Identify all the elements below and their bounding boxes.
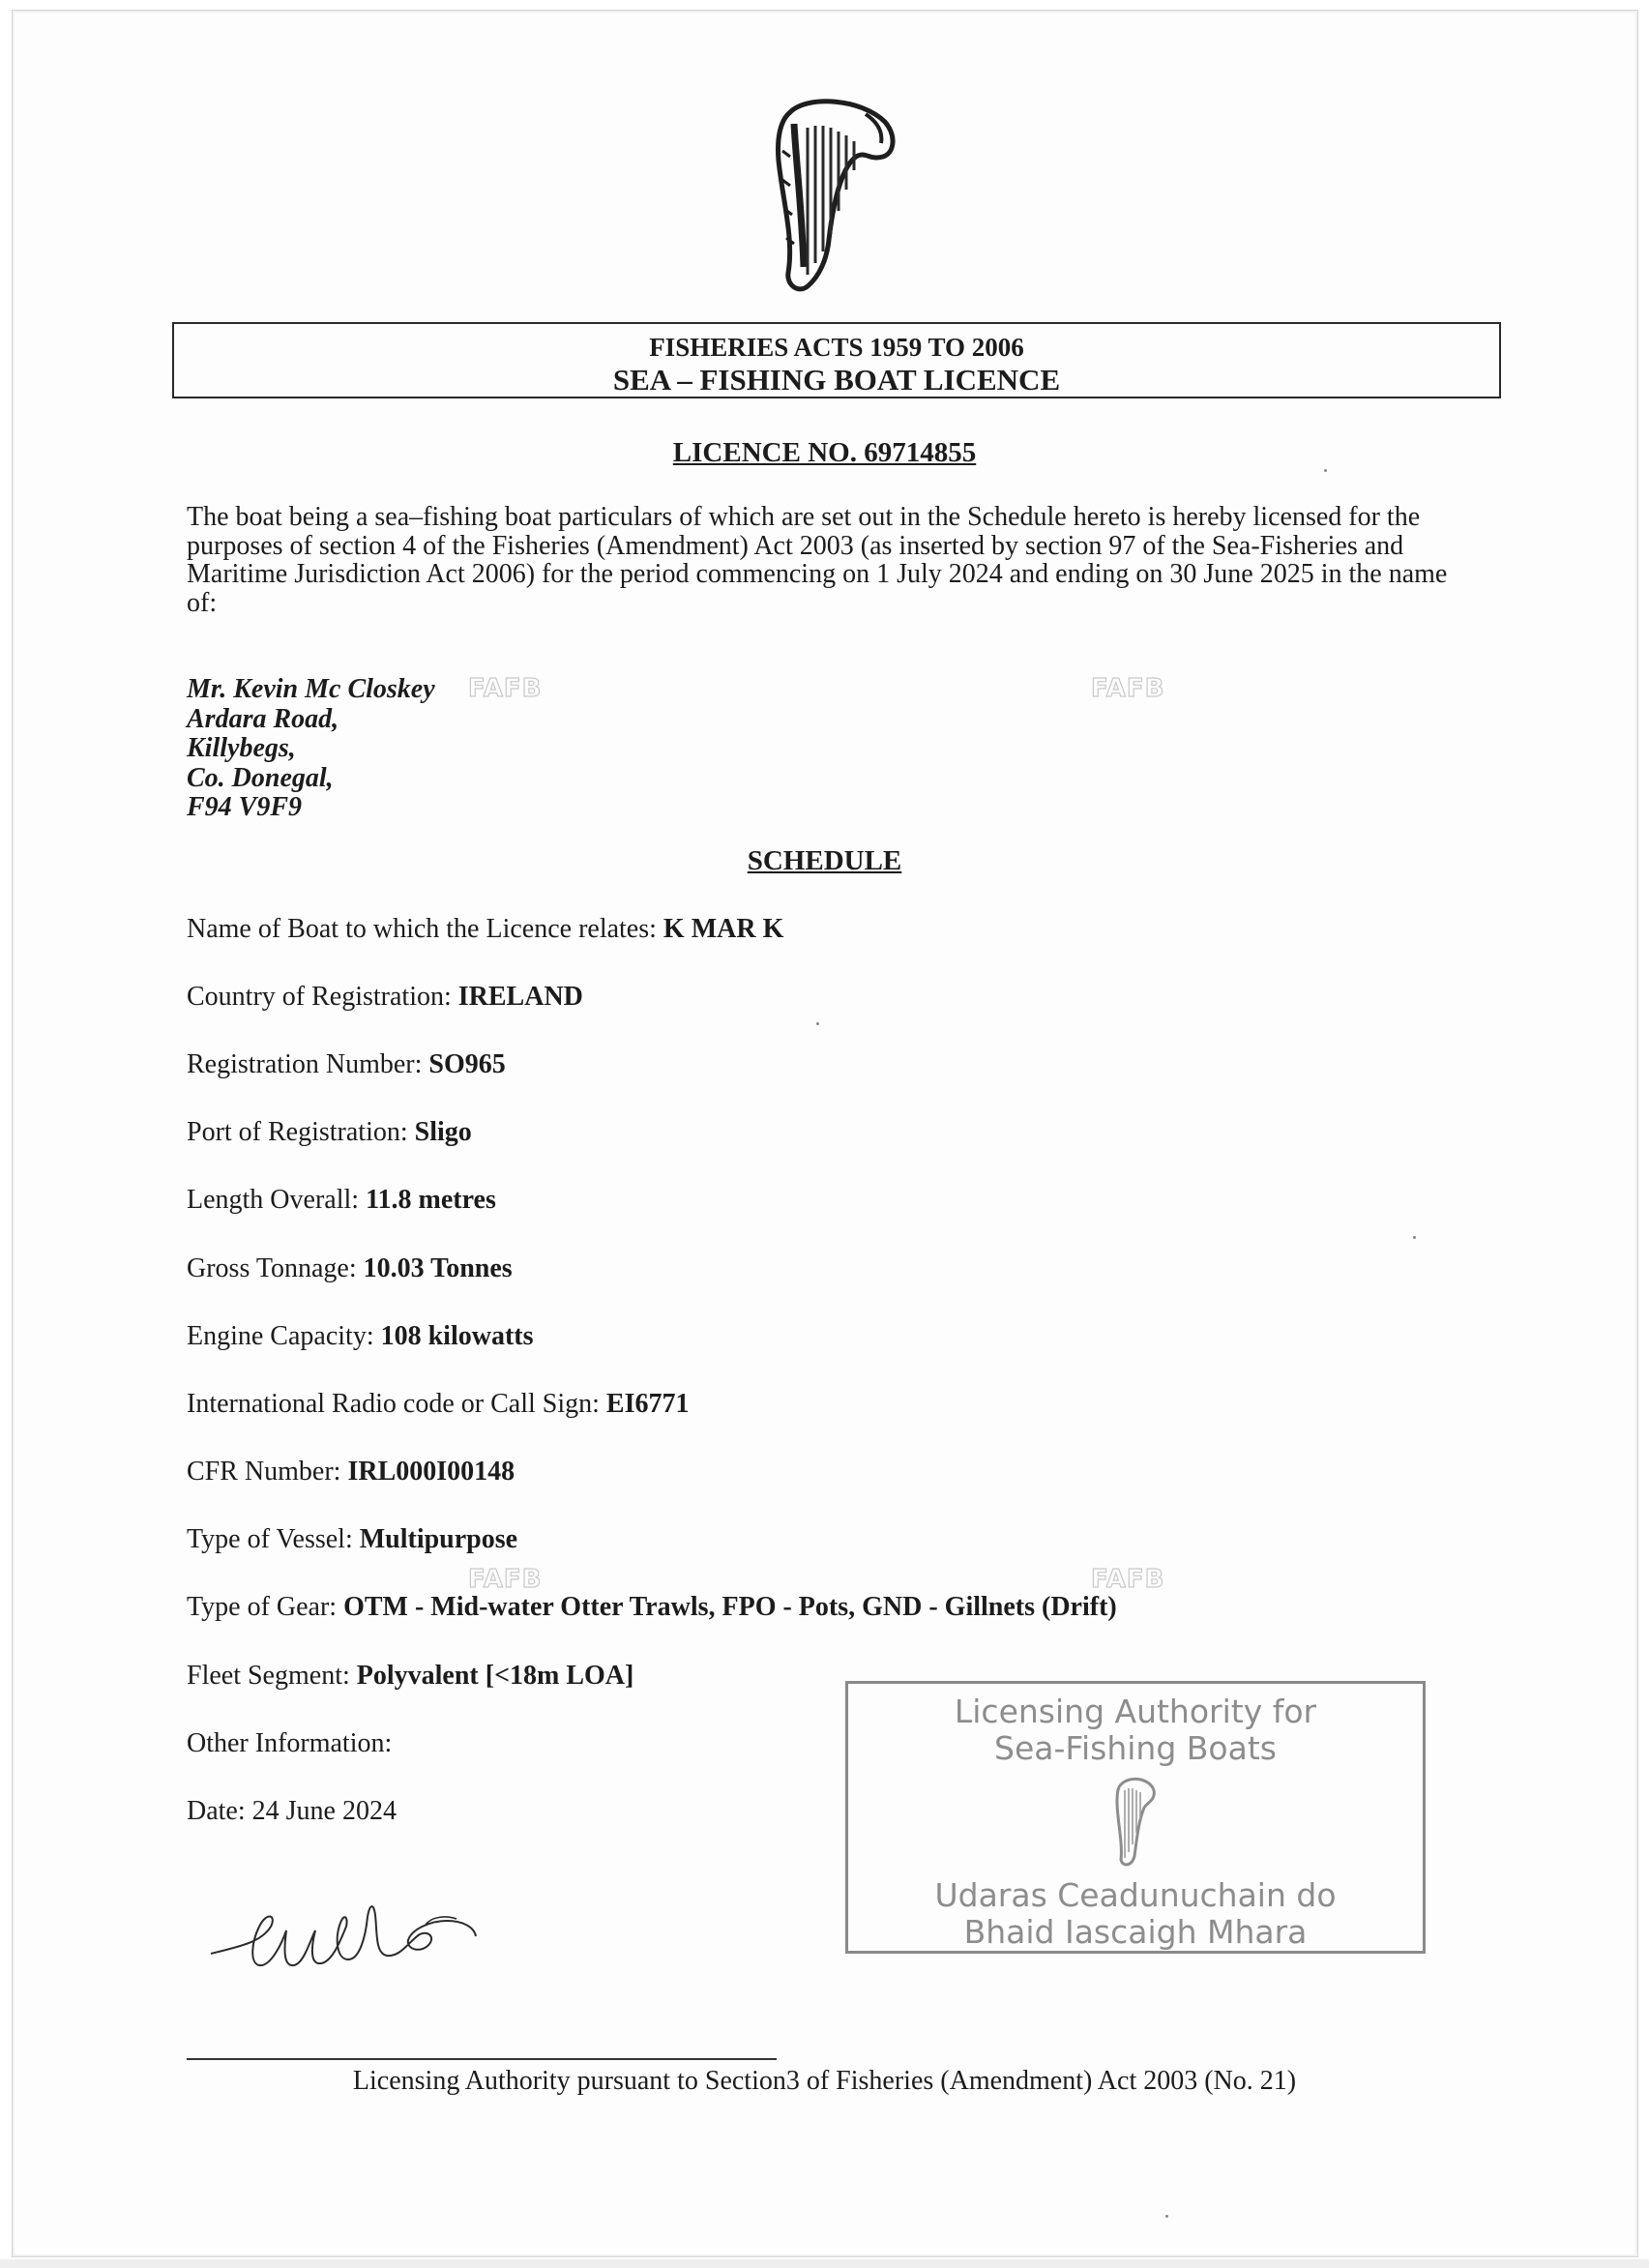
- field-call-sign: [187, 1389, 689, 1420]
- field-registration-number: [187, 1049, 506, 1080]
- scan-speck: [816, 1022, 819, 1025]
- field-label: Date: 24 June 2024: [187, 1796, 397, 1826]
- licensee-name: Mr. Kevin Mc Closkey: [187, 674, 435, 704]
- field-value: 108 kilowatts: [380, 1321, 534, 1351]
- field-country: [187, 982, 583, 1013]
- watermark: FAFB: [468, 1565, 543, 1594]
- field-label: CFR Number:: [187, 1457, 348, 1487]
- field-label: Registration Number:: [187, 1049, 429, 1079]
- scan-speck: [1324, 469, 1327, 472]
- field-label: Type of Vessel:: [187, 1524, 360, 1554]
- licensee-address: [187, 675, 435, 823]
- signature-scribble: [203, 1888, 522, 1994]
- field-label: Engine Capacity:: [187, 1321, 381, 1351]
- watermark: FAFB: [1091, 674, 1165, 703]
- field-label: Gross Tonnage:: [187, 1253, 364, 1283]
- field-label: Other Information:: [187, 1728, 393, 1758]
- field-value: Polyvalent [<18m LOA]: [356, 1661, 634, 1691]
- field-vessel-type: [187, 1524, 517, 1555]
- watermark: FAFB: [1091, 1565, 1165, 1594]
- field-label: Fleet Segment:: [187, 1661, 357, 1691]
- official-stamp: [845, 1681, 1426, 1954]
- licence-title: SEA – FISHING BOAT LICENCE: [612, 363, 1061, 397]
- field-other-info: [187, 1728, 392, 1759]
- field-value: Multipurpose: [359, 1524, 518, 1554]
- field-fleet-segment: [187, 1661, 633, 1692]
- address-line-3: Co. Donegal,: [187, 762, 334, 793]
- field-value: Sligo: [414, 1117, 472, 1147]
- field-tonnage: [187, 1253, 513, 1284]
- field-label: Country of Registration:: [187, 982, 458, 1012]
- stamp-line-1: Licensing Authority for: [954, 1693, 1317, 1730]
- field-value: 10.03 Tonnes: [363, 1253, 513, 1283]
- intro-paragraph: The boat being a sea–fishing boat particulars of which are set out in the Schedule hereto is hereby licensed for the purposes of section 4 of the Fisheries (Amendment) Act 2003 (as inserted by section 97 of the Sea-Fisheries and Maritime Jurisdiction Act 2006) for the period commencing on 1 July 2024 and ending on 30 June 2025 in the name of:: [187, 502, 1448, 618]
- watermark: FAFB: [468, 674, 543, 703]
- irish-harp-stamp-icon: [1113, 1775, 1158, 1871]
- footer-authority: Licensing Authority pursuant to Section3 of Fisheries (Amendment) Act 2003 (No. 21): [352, 2066, 1297, 2096]
- field-value: SO965: [428, 1049, 506, 1079]
- stamp-line-4: Bhaid Iascaigh Mhara: [963, 1913, 1308, 1951]
- field-value: OTM - Mid-water Otter Trawls, FPO - Pots, GND - Gillnets (Drift): [343, 1592, 1117, 1622]
- field-value: IRL000I00148: [347, 1457, 515, 1487]
- address-line-2: Killybegs,: [187, 733, 296, 763]
- licence-number: LICENCE NO. 69714855: [672, 437, 977, 468]
- field-cfr: [187, 1457, 515, 1487]
- field-value: EI6771: [605, 1389, 690, 1419]
- field-date: [187, 1796, 397, 1827]
- eircode: F94 V9F9: [187, 792, 303, 822]
- field-label: Length Overall:: [187, 1185, 367, 1215]
- field-engine: [187, 1321, 534, 1352]
- scan-edge: [0, 2259, 1649, 2268]
- stamp-line-3: Udaras Ceadunuchain do: [934, 1876, 1337, 1914]
- field-label: Type of Gear:: [187, 1592, 344, 1622]
- schedule-heading: SCHEDULE: [747, 845, 902, 876]
- acts-title: FISHERIES ACTS 1959 TO 2006: [649, 333, 1024, 362]
- field-port: [187, 1117, 472, 1148]
- field-label: Name of Boat to which the Licence relates:: [187, 914, 663, 944]
- address-line-1: Ardara Road,: [187, 703, 339, 734]
- scan-speck: [1413, 1236, 1416, 1239]
- field-length: [187, 1185, 496, 1216]
- field-boat-name: [187, 914, 783, 945]
- stamp-line-2: Sea-Fishing Boats: [994, 1729, 1277, 1767]
- irish-harp-crest-icon: [769, 93, 900, 298]
- field-label: Port of Registration:: [187, 1117, 415, 1147]
- field-gear-type: [187, 1592, 1117, 1623]
- field-value: 11.8 metres: [366, 1185, 496, 1215]
- field-value: K MAR K: [663, 914, 784, 944]
- signature-line: [187, 2058, 777, 2060]
- field-label: International Radio code or Call Sign:: [187, 1389, 606, 1419]
- scan-speck: [1165, 2215, 1168, 2218]
- title-box: [172, 322, 1501, 398]
- field-value: IRELAND: [457, 982, 583, 1012]
